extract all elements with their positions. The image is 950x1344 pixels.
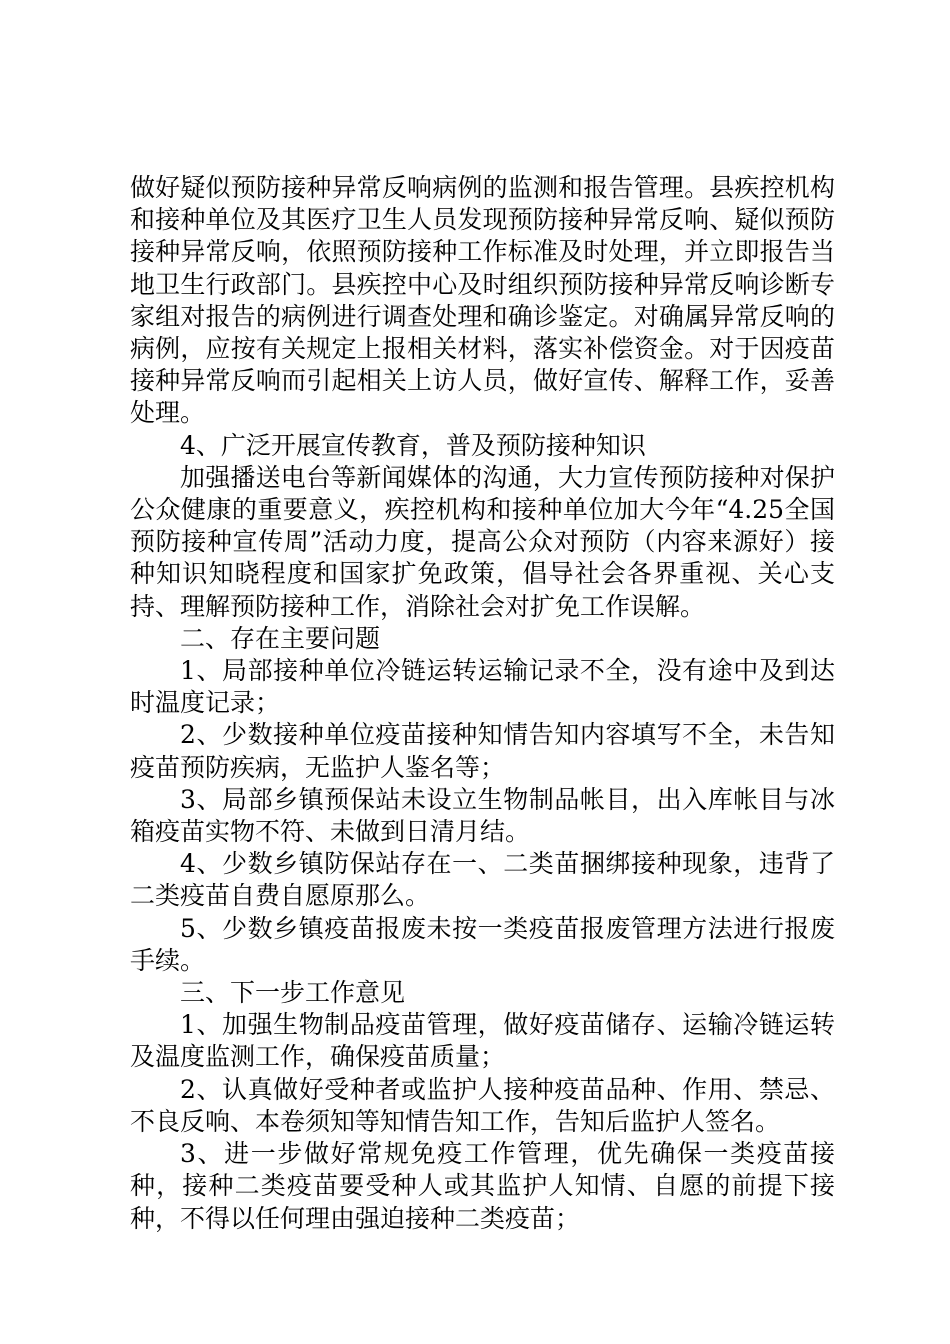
paragraph-publicity: 加强播送电台等新闻媒体的沟通，大力宣传预防接种对保护公众健康的重要意义，疾控机构和接种单位加大今年“4.25全国预防接种宣传周”活动力度，提高公众对预防（内容来源好）接种知识知晓程度和国家扩免政策，倡导社会各界重视、关心支持、理解预防接种工作，消除社会对扩免工作误解。 (130, 462, 835, 621)
section-heading-main-problems: 二、存在主要问题 (180, 623, 381, 653)
section-heading-publicity: 4、广泛开展宣传教育，普及预防接种知识 (180, 430, 646, 460)
paragraph-adverse-reaction-monitoring: 做好疑似预防接种异常反响病例的监测和报告管理。县疾控机构和接种单位及其医疗卫生人员发现预防接种异常反响、疑似预防接种异常反响，依照预防接种工作标准及时处理，并立即报告当地卫生行政部门。县疾控中心及时组织预防接种异常反响诊断专家组对报告的病例进行调查处理和确诊鉴定。对确属异常反响的病例，应按有关规定上报相关材料，落实补偿资金。对于因疫苗接种异常反响而引起相关上访人员，做好宣传、解释工作，妥善处理。 (130, 173, 835, 428)
problem-item-1: 1、局部接种单位冷链运转运输记录不全，没有途中及到达时温度记录； (130, 656, 835, 718)
section-heading-next-steps: 三、下一步工作意见 (180, 978, 406, 1008)
problem-item-4: 4、少数乡镇防保站存在一、二类苗捆绑接种现象，违背了二类疫苗自费自愿原那么。 (130, 849, 835, 911)
problem-item-3: 3、局部乡镇预保站未设立生物制品帐目，出入库帐目与冰箱疫苗实物不符、未做到日清月结。 (130, 784, 835, 847)
next-step-item-1: 1、加强生物制品疫苗管理，做好疫苗储存、运输冷链运转及温度监测工作，确保疫苗质量； (130, 1010, 835, 1072)
problem-item-2: 2、少数接种单位疫苗接种知情告知内容填写不全，未告知疫苗预防疾病，无监护人鉴名等； (130, 720, 835, 782)
next-step-item-2: 2、认真做好受种者或监护人接种疫苗品种、作用、禁忌、不良反响、本卷须知等知情告知工作，告知后监护人签名。 (130, 1074, 835, 1136)
next-step-item-3: 3、进一步做好常规免疫工作管理，优先确保一类疫苗接种，接种二类疫苗要受种人或其监护人知情、自愿的前提下接种，不得以任何理由强迫接种二类疫苗； (130, 1139, 835, 1233)
problem-item-5: 5、少数乡镇疫苗报废未按一类疫苗报废管理方法进行报废手续。 (130, 913, 835, 975)
document-body (130, 172, 835, 1235)
